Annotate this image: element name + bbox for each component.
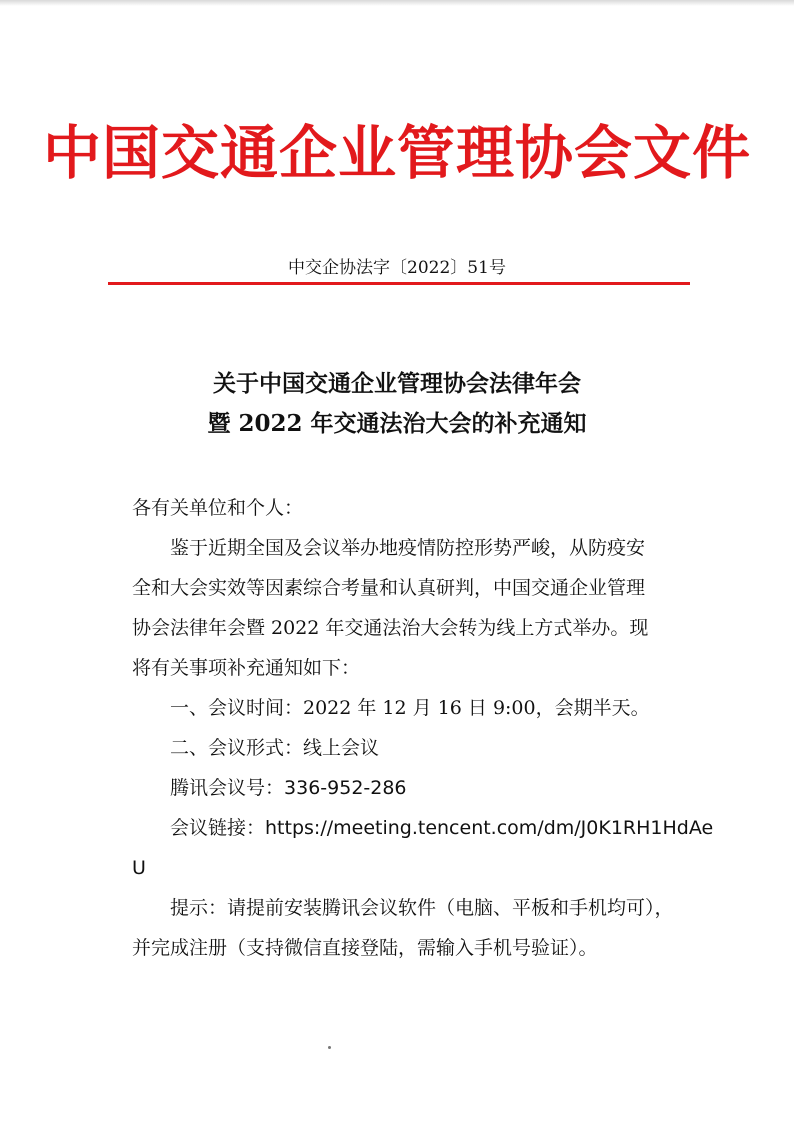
red-separator-line — [108, 282, 690, 285]
meeting-link-url-continued: U — [132, 857, 146, 879]
item-meeting-format: 二、会议形式：线上会议 — [170, 737, 380, 759]
item-meeting-id — [132, 768, 732, 808]
meeting-id-label: 腾讯会议号： — [170, 777, 285, 799]
scan-speck — [328, 1046, 331, 1049]
notice-title-line-1: 关于中国交通企业管理协会法律年会 — [213, 370, 581, 397]
scan-edge — [0, 0, 794, 6]
item-meeting-link — [132, 808, 732, 848]
paragraph-1-line-1: 鉴于近期全国及会议举办地疫情防控形势严峻，从防疫安 — [170, 537, 646, 559]
tip-line-1: 提示：请提前安装腾讯会议软件（电脑、平板和手机均可）， — [170, 897, 674, 919]
paragraph-1-line-3: 协会法律年会暨 2022 年交通法治大会转为线上方式举办。现 — [132, 617, 649, 639]
document-number: 中交企协法字〔2022〕51号 — [288, 258, 506, 278]
tip-line-2: 并完成注册（支持微信直接登陆，需输入手机号验证）。 — [132, 937, 598, 959]
salutation: 各有关单位和个人： — [132, 497, 304, 519]
paragraph-1-line-2: 全和大会实效等因素综合考量和认真研判，中国交通企业管理 — [132, 577, 646, 599]
meeting-id-value: 336-952-286 — [284, 777, 407, 799]
notice-title-line-2: 暨 2022 年交通法治大会的补充通知 — [207, 410, 587, 437]
paragraph-1-line-4: 将有关事项补充通知如下： — [132, 657, 361, 679]
meeting-link-url: https://meeting.tencent.com/dm/J0K1RH1HdAe — [265, 817, 714, 839]
item-meeting-time: 一、会议时间：2022 年 12 月 16 日 9:00，会期半天。 — [170, 697, 650, 719]
letterhead-title: 中国交通企业管理协会文件 — [42, 119, 751, 187]
notice-body — [132, 488, 732, 968]
notice-title — [0, 364, 794, 444]
meeting-link-label: 会议链接： — [170, 817, 266, 839]
